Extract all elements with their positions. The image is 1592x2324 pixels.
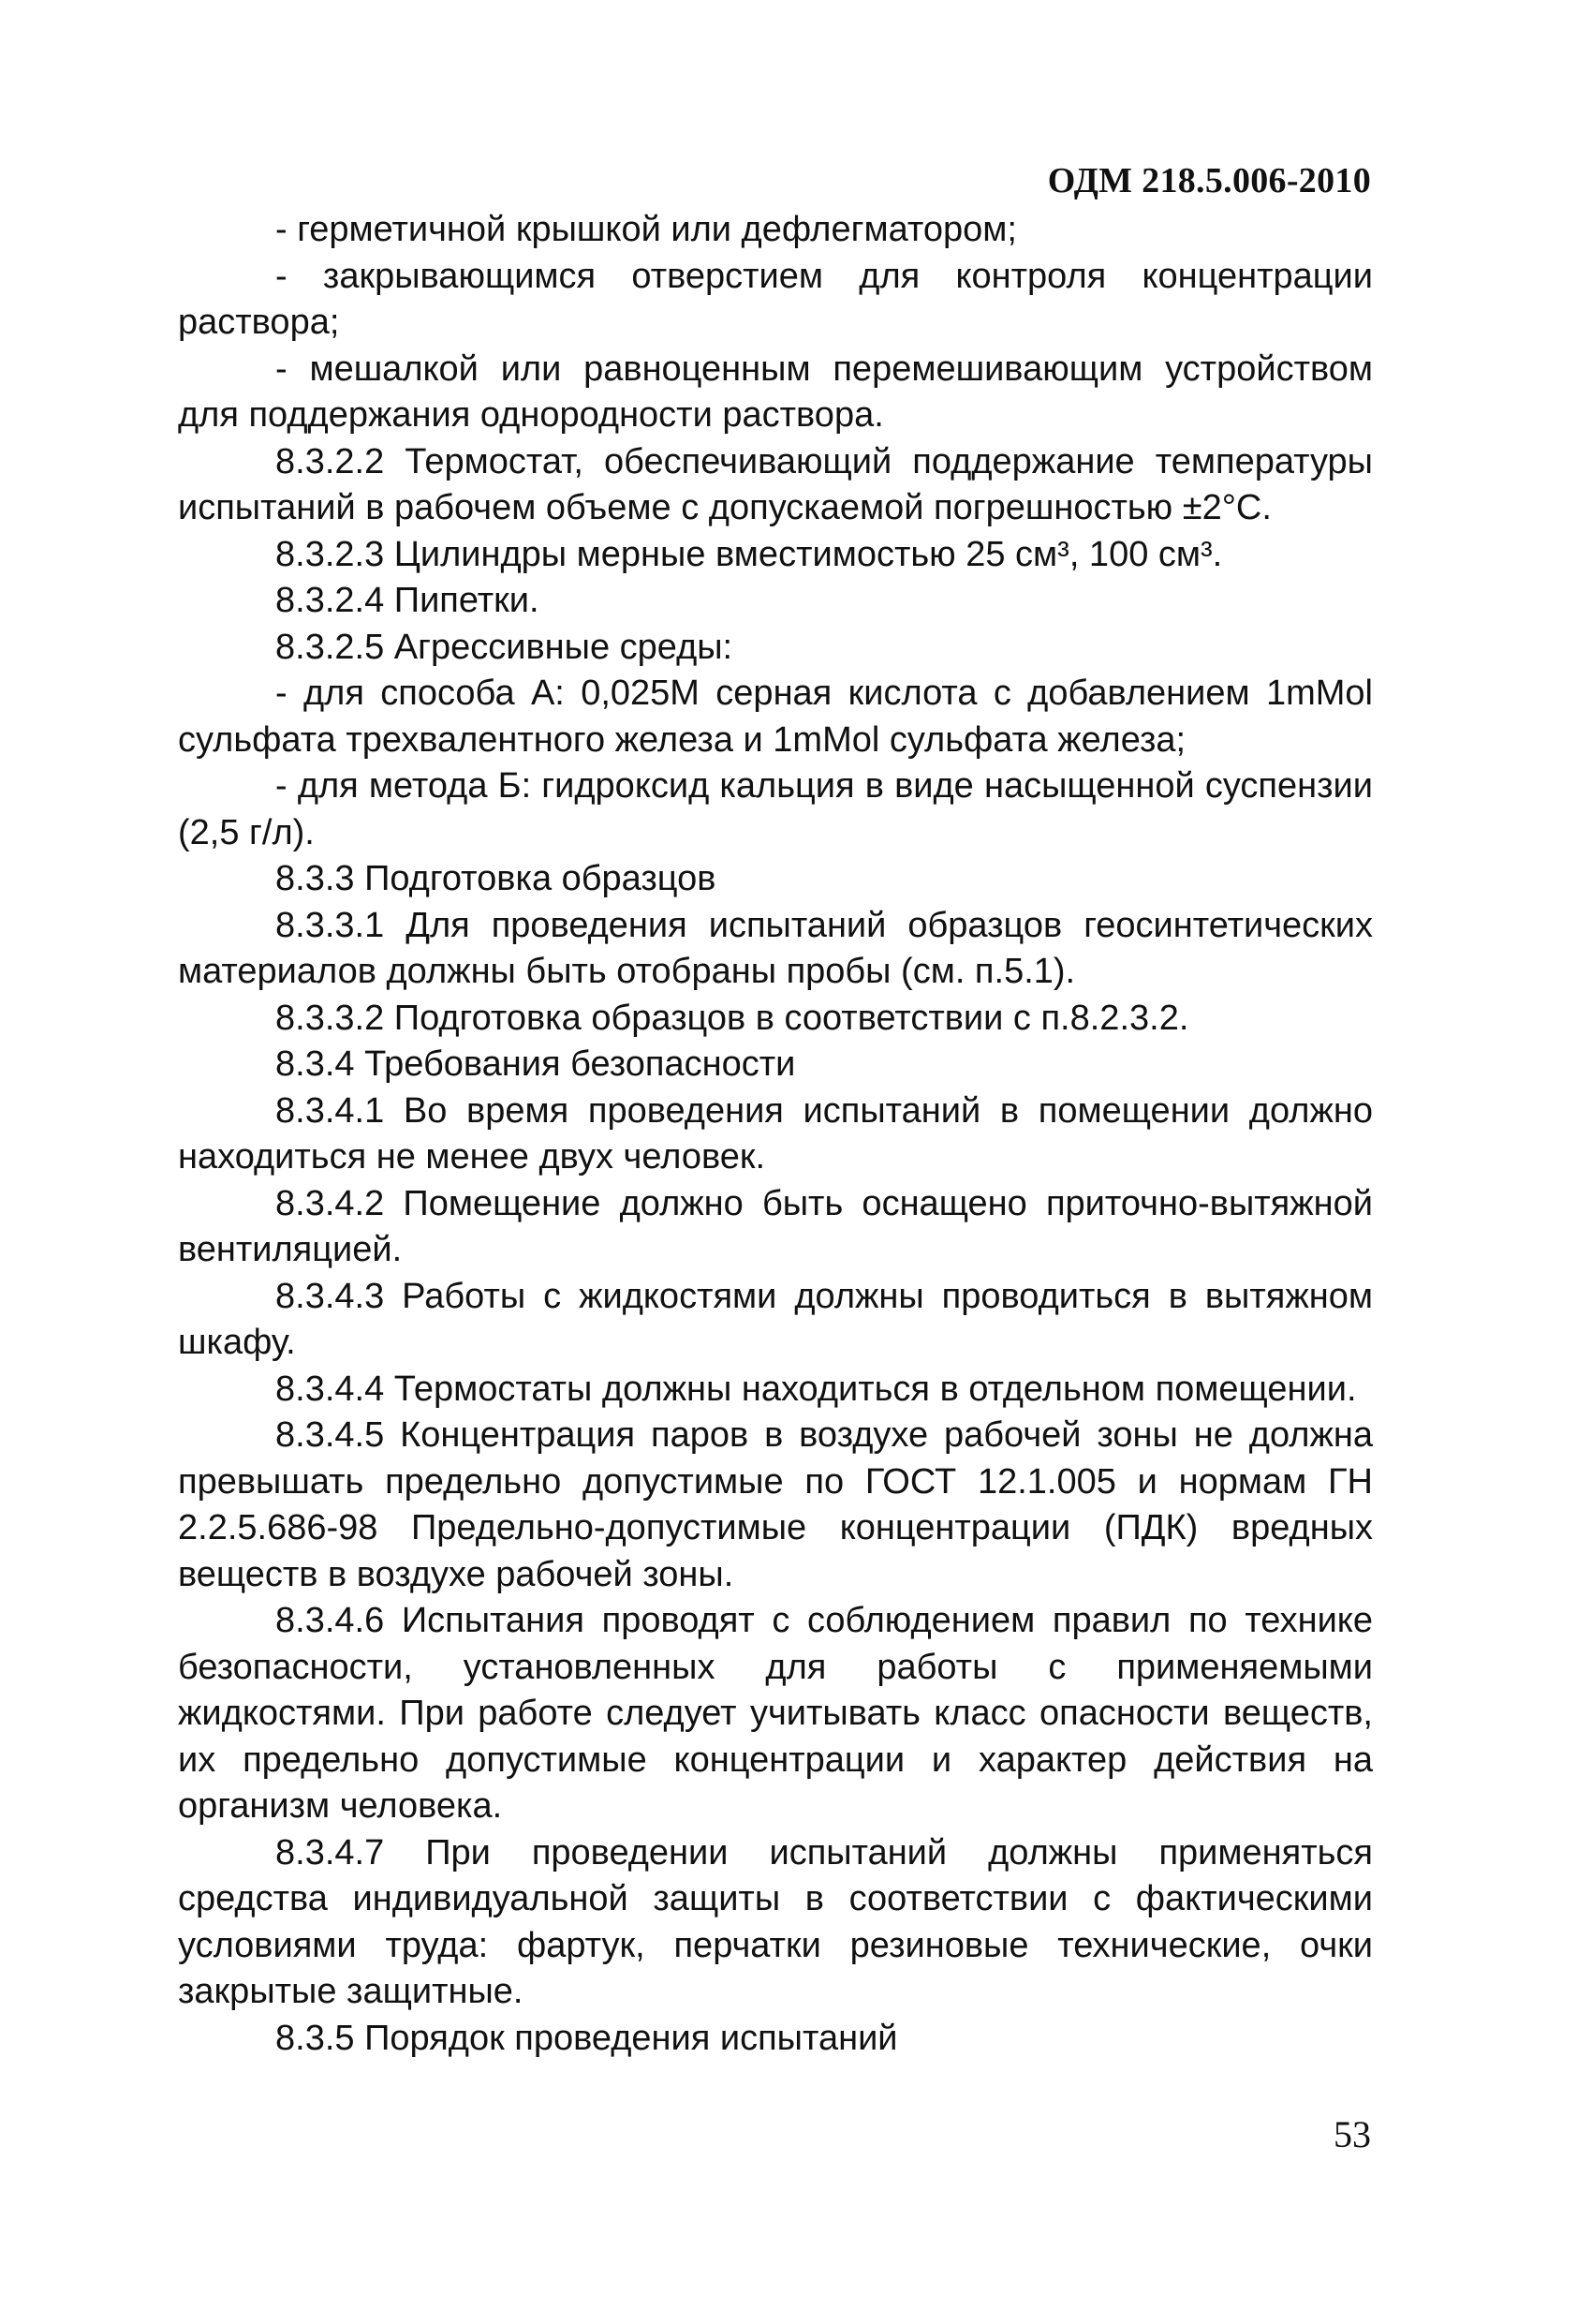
- paragraph: 8.3.3.1 Для проведения испытаний образцов геосинтетических материалов должны быть отобраны пробы (см. п.5.1).: [178, 905, 1373, 991]
- paragraph: 8.3.2.4 Пипетки.: [275, 581, 539, 620]
- paragraph: 8.3.2.2 Термостат, обеспечивающий поддержание температуры испытаний в рабочем объеме с допускаемой погрешностью ±2°С.: [178, 441, 1373, 527]
- paragraph: 8.3.2.3 Цилиндры мерные вместимостью 25 см³, 100 см³.: [275, 534, 1223, 574]
- paragraph: - мешалкой или равноценным перемешивающим устройством для поддержания однородности раствора.: [178, 348, 1373, 435]
- paragraph: - герметичной крышкой или дефлегматором;: [275, 210, 1017, 249]
- document-body: [178, 207, 1373, 2062]
- paragraph: 8.3.4.5 Концентрация паров в воздухе рабочей зоны не должна превышать предельно допустимые по ГОСТ 12.1.005 и нормам ГН 2.2.5.686-98 Предельно-допустимые концентрации (ПДК) вредных веществ в воздухе рабочей зоны.: [178, 1415, 1373, 1594]
- page-number: 53: [1334, 2113, 1371, 2155]
- paragraph: 8.3.4.7 При проведении испытаний должны применяться средства индивидуальной защиты в соответствии с фактическими условиями труда: фартук, перчатки резиновые технические, очки закрытые защитные.: [178, 1832, 1373, 2011]
- document-code: ОДМ 218.5.006-2010: [1047, 161, 1371, 200]
- paragraph: 8.3.3.2 Подготовка образцов в соответствии с п.8.2.3.2.: [275, 998, 1189, 1038]
- paragraph: 8.3.4.1 Во время проведения испытаний в помещении должно находиться не менее двух человек.: [178, 1090, 1373, 1177]
- paragraph: 8.3.4.4 Термостаты должны находиться в отдельном помещении.: [275, 1369, 1357, 1409]
- paragraph: 8.3.2.5 Агрессивные среды:: [275, 627, 733, 667]
- section-heading: 8.3.4 Требования безопасности: [275, 1044, 796, 1084]
- paragraph: 8.3.4.2 Помещение должно быть оснащено приточно-вытяжной вентиляцией.: [178, 1183, 1373, 1269]
- paragraph: - для способа А: 0,025М серная кислота с добавлением 1mMol сульфата трехвалентного железа и 1mMol сульфата железа;: [178, 674, 1373, 760]
- paragraph: 8.3.4.6 Испытания проводят с соблюдением правил по технике безопасности, установленных для работы с применяемыми жидкостями. При работе следует учитывать класс опасности веществ, их предельно допустимые концентрации и характер действия на организм человека.: [178, 1601, 1373, 1826]
- section-heading: 8.3.5 Порядок проведения испытаний: [275, 2018, 898, 2058]
- paragraph: 8.3.4.3 Работы с жидкостями должны проводиться в вытяжном шкафу.: [178, 1276, 1373, 1362]
- section-heading: 8.3.3 Подготовка образцов: [275, 859, 716, 898]
- paragraph: - закрывающимся отверстием для контроля концентрации раствора;: [178, 256, 1373, 342]
- paragraph: - для метода Б: гидроксид кальция в виде насыщенной суспензии (2,5 г/л).: [178, 766, 1373, 852]
